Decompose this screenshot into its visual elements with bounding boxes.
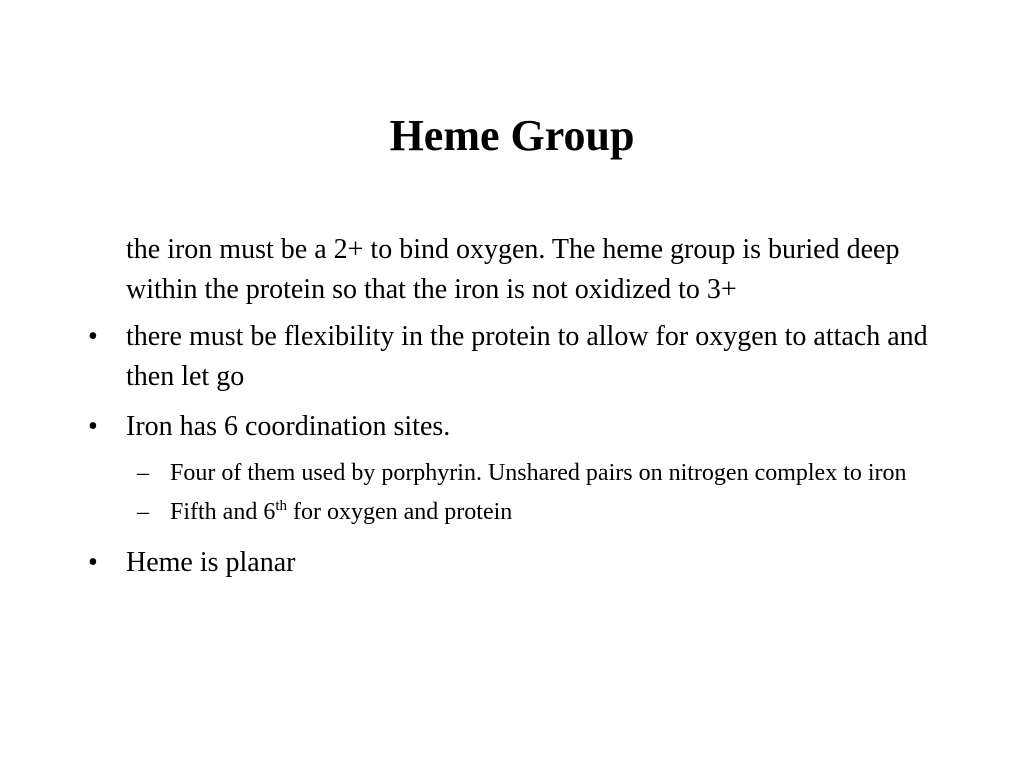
subitem-text-end: for oxygen and protein bbox=[287, 499, 513, 525]
bullet-marker: • bbox=[88, 547, 98, 578]
bullet-marker: • bbox=[88, 411, 98, 442]
dash-marker: – bbox=[137, 499, 149, 525]
dash-marker: – bbox=[137, 460, 149, 486]
bullet-text: Iron has 6 coordination sites. bbox=[126, 411, 451, 442]
intro-paragraph bbox=[82, 230, 942, 310]
bullet-item-planar bbox=[82, 543, 942, 583]
slide-body bbox=[82, 230, 942, 593]
bullet-marker: • bbox=[88, 321, 98, 352]
subitem-text bbox=[170, 496, 942, 529]
slide-title: Heme Group bbox=[389, 111, 635, 160]
bullet-text: there must be flexibility in the protein to allow for oxygen to attach and then let go bbox=[126, 321, 928, 392]
subitem-fifth-sixth bbox=[82, 496, 942, 529]
intro-text: the iron must be a 2+ to bind oxygen. The heme group is buried deep within the protein so that the iron is not oxidized to 3+ bbox=[126, 234, 900, 305]
bullet-item-flexibility bbox=[82, 317, 942, 397]
subitem-text-start: Fifth and 6 bbox=[170, 499, 276, 525]
bullet-item-coordination bbox=[82, 407, 942, 447]
bullet-text: Heme is planar bbox=[126, 547, 296, 578]
subitem-porphyrin bbox=[82, 457, 942, 490]
subitem-text: Four of them used by porphyrin. Unshared pairs on nitrogen complex to iron bbox=[170, 460, 907, 486]
ordinal-superscript: th bbox=[275, 498, 287, 514]
